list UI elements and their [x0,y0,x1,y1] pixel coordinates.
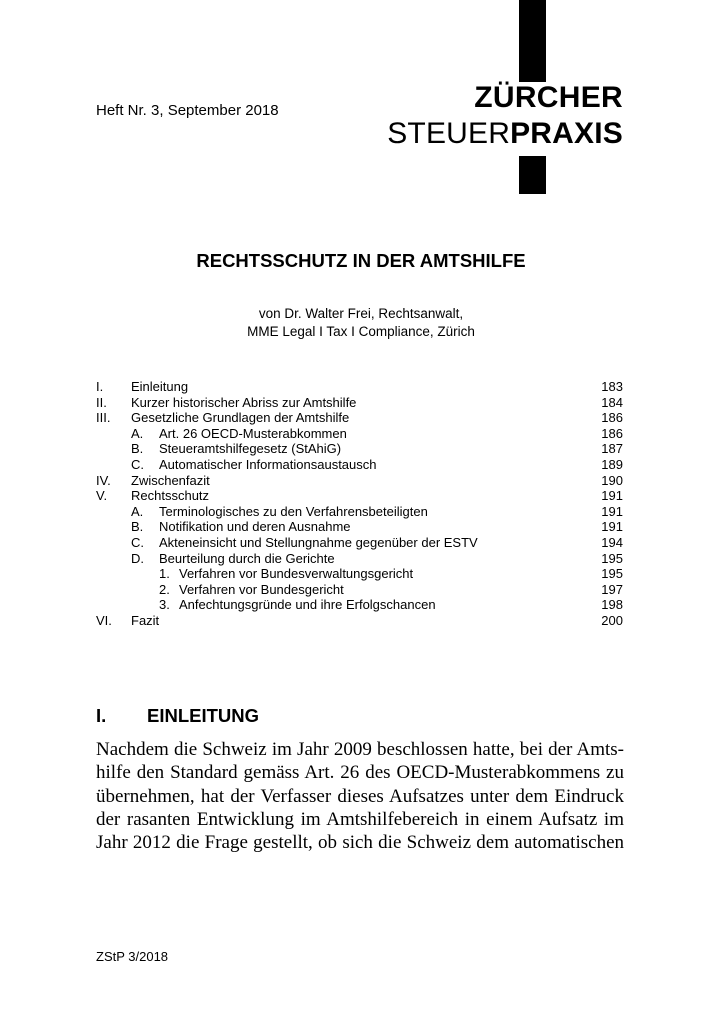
toc-entry-number: V. [96,488,108,504]
toc-entry-label: Notifikation und deren Ausnahme [159,519,351,535]
brand-bar-bottom [519,156,546,194]
section-heading: EINLEITUNG [147,705,260,726]
toc-entry-label: Beurteilung durch die Gerichte [159,550,335,566]
toc-entry [96,473,623,489]
article-author [0,305,722,341]
toc-entry [96,551,623,567]
toc-entry [96,597,623,613]
author-line-2: MME Legal I Tax I Compliance, Zürich [247,324,475,339]
toc-entry [96,379,623,395]
body-line: der rasanten Entwicklung im Amtshilfebereich in einem Aufsatz im [96,808,624,830]
toc-entry [96,504,623,520]
toc-entry-label: Rechtsschutz [131,488,210,504]
toc-entry-number: IV. [96,472,111,488]
section-number: I. [96,705,107,726]
page-footer: ZStP 3/2018 [96,949,169,964]
toc-entry-label: Zwischenfazit [131,472,210,488]
toc-entry-page: 191 [601,519,623,535]
toc-entry-label: Steueramtshilfegesetz (StAhiG) [159,441,342,457]
toc-entry-label: Gesetzliche Grundlagen der Amtshilfe [131,410,350,426]
toc-entry [96,457,623,473]
toc-entry-number: III. [96,410,111,426]
toc-entry-label: Terminologisches zu den Verfahrensbeteiligten [159,503,428,519]
brand-bar-top [519,0,546,82]
toc-entry-number: B. [131,441,144,457]
toc-entry-page: 197 [601,581,623,597]
toc-entry-page: 191 [601,503,623,519]
toc-entry-label: Anfechtungsgründe und ihre Erfolgschancen [179,597,436,613]
toc-entry-page: 195 [601,566,623,582]
toc-entry-page: 198 [601,597,623,613]
toc-entry-number: A. [131,425,144,441]
toc-entry-number: B. [131,519,144,535]
toc-entry-label: Akteneinsicht und Stellungnahme gegenüber der ESTV [159,534,478,550]
toc-entry-number: 3. [159,597,170,613]
toc-entry [96,566,623,582]
toc-entry-number: I. [96,379,104,394]
author-line-1: von Dr. Walter Frei, Rechtsanwalt, [258,306,464,321]
toc-entry-page: 189 [601,456,623,472]
toc-entry-label: Einleitung [131,379,189,394]
toc-entry [96,488,623,504]
toc-entry-label: Fazit [131,612,160,628]
body-line: übernehmen, hat der Verfasser dieses Aufsatzes unter dem Eindruck [96,785,624,807]
toc-entry-number: A. [131,503,144,519]
toc-entry [96,535,623,551]
toc-entry-label: Art. 26 OECD-Musterabkommen [159,425,347,441]
toc-entry-number: D. [131,550,144,566]
body-paragraph [96,738,624,854]
toc-entry-page: 191 [601,488,623,504]
toc-entry-page: 186 [601,410,623,426]
toc-entry-page: 183 [601,379,623,394]
article-title: RECHTSSCHUTZ IN DER AMTSHILFE [196,250,526,271]
toc-entry-page: 187 [601,441,623,457]
toc-entry-page: 195 [601,550,623,566]
toc-entry-label: Verfahren vor Bundesgericht [179,581,344,597]
toc-entry [96,426,623,442]
toc-entry-number: VI. [96,612,112,628]
toc-entry [96,395,623,411]
toc-entry-number: C. [131,456,144,472]
toc-entry-number: II. [96,394,107,410]
toc-entry-number: 2. [159,581,170,597]
toc-entry [96,582,623,598]
toc-entry-page: 186 [601,425,623,441]
brand-name-light: STEUER [387,117,511,150]
toc-entry [96,410,623,426]
brand-name-line1: ZÜRCHER [474,81,623,114]
toc-entry-number: C. [131,534,144,550]
issue-label: Heft Nr. 3, September 2018 [96,102,279,119]
toc-entry-number: 1. [159,566,170,582]
body-line: Nachdem die Schweiz im Jahr 2009 beschlossen hatte, bei der Amts- [96,739,624,760]
brand-name-line2 [387,116,623,152]
brand-name-bold: PRAXIS [510,117,623,150]
toc-entry-page: 190 [601,472,623,488]
body-line: hilfe den Standard gemäss Art. 26 des OECD-Musterabkommens zu [96,762,624,784]
toc-entry-page: 194 [601,534,623,550]
table-of-contents [96,379,623,629]
toc-entry-label: Verfahren vor Bundesverwaltungsgericht [179,566,414,582]
body-line: Jahr 2012 die Frage gestellt, ob sich die Schweiz dem automatischen [96,832,624,854]
toc-entry-page: 200 [601,612,623,628]
toc-entry [96,613,623,629]
toc-entry-page: 184 [601,394,623,410]
toc-entry-label: Automatischer Informationsaustausch [159,456,377,472]
toc-entry [96,519,623,535]
toc-entry-label: Kurzer historischer Abriss zur Amtshilfe [131,394,357,410]
toc-entry [96,441,623,457]
